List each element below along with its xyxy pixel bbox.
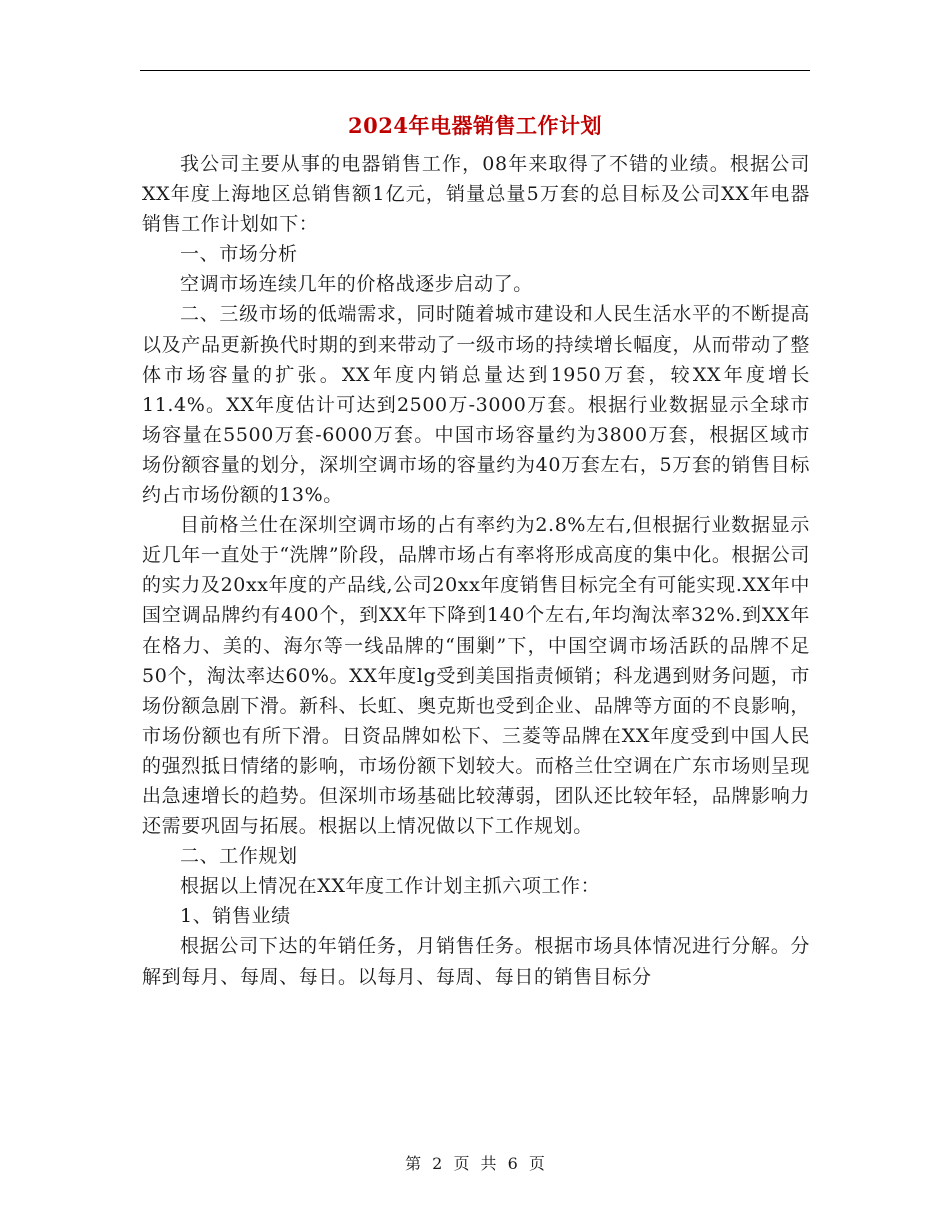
heading-sales-performance: 1、销售业绩 [180, 905, 291, 928]
header-rule [140, 70, 810, 71]
heading-market-analysis: 一、市场分析 [180, 243, 298, 266]
paragraph-market-capacity: 二、三级市场的低端需求，同时随着城市建设和人民生活水平的不断提高以及产品更新换代时期的到来带动了一级市场的持续增长幅度，从而带动了整体市场容量的扩张。XX年度内销总量达到1950万套，较XX年度增长11.4%。XX年度估计可达到2500万-3000万套。根据行业数据显示全球市场容量在5500万套-6000万套。中国市场容量约为3800万套，根据区域市场份额容量的划分，深圳空调市场的容量约为40万套左右，5万套的销售目标约占市场份额的13%。 [142, 303, 810, 507]
paragraph-sales-breakdown: 根据公司下达的年销任务，月销售任务。根据市场具体情况进行分解。分解到每月、每周、每日。以每月、每周、每日的销售目标分 [142, 935, 810, 988]
heading-work-plan: 二、工作规划 [180, 845, 298, 868]
document-body [142, 149, 810, 992]
paragraph-price-war: 空调市场连续几年的价格战逐步启动了。 [180, 273, 533, 296]
document-title: 2024年电器销售工作计划 [348, 113, 602, 138]
paragraph-intro: 我公司主要从事的电器销售工作，08年来取得了不错的业绩。根据公司XX年度上海地区总销售额1亿元，销量总量5万套的总目标及公司XX年电器销售工作计划如下： [142, 153, 810, 236]
page-number-footer: 第 2 页 共 6 页 [405, 1154, 545, 1173]
paragraph-six-tasks: 根据以上情况在XX年度工作计划主抓六项工作： [180, 875, 601, 898]
paragraph-brand-competition: 目前格兰仕在深圳空调市场的占有率约为2.8%左右,但根据行业数据显示近几年一直处于“洗牌”阶段，品牌市场占有率将形成高度的集中化。根据公司的实力及20xx年度的产品线,公司20xx年度销售目标完全有可能实现.XX年中国空调品牌约有400个，到XX年下降到140个左右,年均淘汰率32%.到XX年在格力、美的、海尔等一线品牌的“围剿”下，中国空调市场活跃的品牌不足50个，淘汰率达60%。XX年度lg受到美国指责倾销；科龙遇到财务问题，市场份额急剧下滑。新科、长虹、奥克斯也受到企业、品牌等方面的不良影响，市场份额也有所下滑。日资品牌如松下、三菱等品牌在XX年度受到中国人民的强烈抵日情绪的影响，市场份额下划较大。而格兰仕空调在广东市场则呈现出急速增长的趋势。但深圳市场基础比较薄弱，团队还比较年轻，品牌影响力还需要巩固与拓展。根据以上情况做以下工作规划。 [142, 514, 810, 838]
